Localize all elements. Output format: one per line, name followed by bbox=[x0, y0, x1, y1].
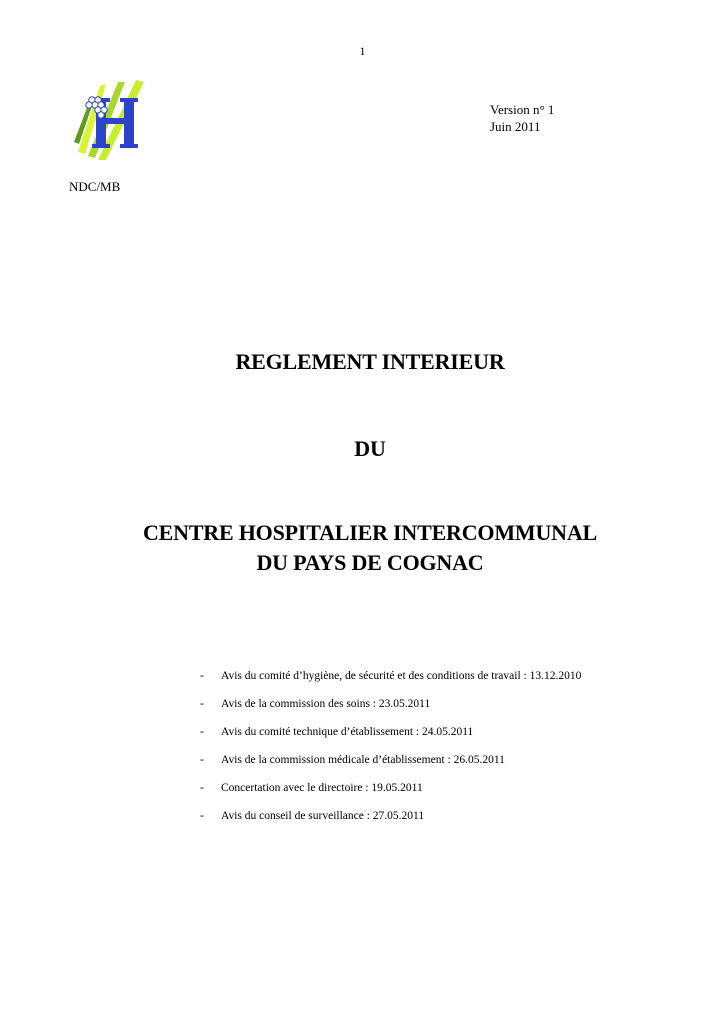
approval-list bbox=[200, 668, 581, 836]
title-line-1: REGLEMENT INTERIEUR bbox=[235, 349, 505, 374]
hospital-h-logo-graphic bbox=[70, 78, 152, 162]
list-item-text: Avis du comité d’hygiène, de sécurité et des conditions de travail : 13.12.2010 bbox=[221, 670, 582, 682]
document-reference: NDC/MB bbox=[69, 179, 121, 194]
list-bullet: - bbox=[200, 754, 204, 766]
list-item bbox=[200, 724, 581, 752]
list-item bbox=[200, 752, 581, 780]
list-item bbox=[200, 696, 581, 724]
list-item-text: Concertation avec le directoire : 19.05.2011 bbox=[221, 782, 423, 794]
title-institution bbox=[0, 518, 725, 578]
page-number: 1 bbox=[359, 44, 366, 58]
hospital-h-logo bbox=[70, 78, 152, 162]
list-item bbox=[200, 780, 581, 808]
list-item bbox=[200, 808, 581, 836]
list-item-text: Avis de la commission des soins : 23.05.2011 bbox=[221, 698, 431, 710]
list-bullet: - bbox=[200, 782, 204, 794]
version-number: Version n° 1 bbox=[490, 102, 555, 117]
list-item bbox=[200, 668, 581, 696]
list-item-text: Avis de la commission médicale d’établissement : 26.05.2011 bbox=[221, 754, 505, 766]
list-item-text: Avis du conseil de surveillance : 27.05.2011 bbox=[221, 810, 425, 822]
list-bullet: - bbox=[200, 810, 204, 822]
title-line-3a: CENTRE HOSPITALIER INTERCOMMUNAL bbox=[142, 520, 598, 545]
title-line-2: DU bbox=[354, 436, 386, 461]
list-bullet: - bbox=[200, 726, 204, 738]
list-item-text: Avis du comité technique d’établissement : 24.05.2011 bbox=[221, 726, 474, 738]
title-line-3b: DU PAYS DE COGNAC bbox=[256, 550, 484, 575]
list-bullet: - bbox=[200, 670, 204, 682]
version-date: Juin 2011 bbox=[490, 119, 541, 134]
list-bullet: - bbox=[200, 698, 204, 710]
version-block bbox=[490, 101, 554, 135]
